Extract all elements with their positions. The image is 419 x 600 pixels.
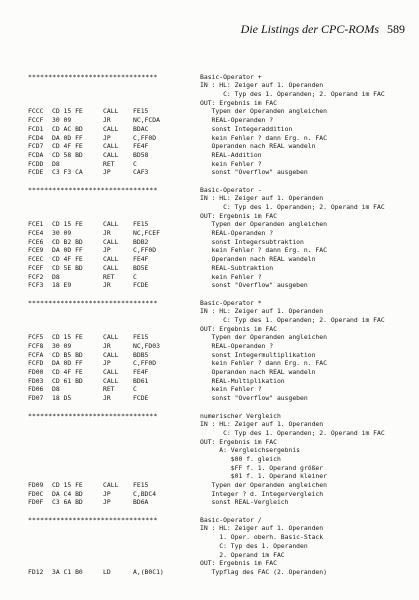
code-line: [28, 229, 412, 238]
mnemonic: JP: [103, 498, 111, 507]
opcode-bytes: DA 0D FF: [52, 133, 83, 142]
mnemonic: RET: [103, 272, 115, 281]
mnemonic: JP: [103, 168, 111, 177]
comment-line: [28, 455, 412, 464]
comment: OUT: Ergebnis im FAC: [200, 98, 277, 107]
separator-stars: ********************************: [28, 411, 158, 420]
mnemonic: RET: [103, 159, 115, 168]
opcode-bytes: CD B2 BD: [52, 237, 83, 246]
mnemonic: CALL: [103, 263, 119, 272]
comment: Typflag des FAC (2. Operanden): [200, 567, 327, 576]
mnemonic: JR: [103, 116, 111, 125]
mnemonic: CALL: [103, 237, 119, 246]
operand: NC,FCEF: [133, 229, 160, 238]
opcode-bytes: CD B5 BD: [52, 350, 83, 359]
code-line: [28, 394, 412, 403]
comment-line: [28, 307, 412, 316]
comment-line: [28, 551, 412, 560]
page-header: [241, 22, 405, 37]
comment: C: Typ des 1. Operanden: [200, 541, 308, 550]
comment: sonst Integeraddition: [200, 124, 293, 133]
address: FD00: [28, 368, 44, 377]
comment: sonst REAL-Vergleich: [200, 498, 289, 507]
opcode-bytes: 3A C1 B0: [52, 567, 83, 576]
comment: REAL-Addition: [200, 150, 262, 159]
address: FCDA: [28, 150, 44, 159]
comment: REAL-Operanden ?: [200, 342, 274, 350]
operand: C,BDC4: [133, 489, 157, 498]
opcode-bytes: CD 5E BD: [52, 263, 83, 272]
address: FCF8: [28, 342, 44, 350]
operand: FE4F: [133, 142, 149, 151]
opcode-bytes: CD 4F FE: [52, 368, 83, 377]
comment: 2. Operand im FAC: [200, 550, 285, 559]
comment: C: Typ des 1. Operanden; 2. Operand im FAC: [200, 315, 385, 324]
comment: Typen der Operanden angleichen: [200, 481, 327, 489]
mnemonic: CALL: [103, 150, 119, 159]
comment: C: Typ des 1. Operanden; 2. Operand im FAC: [200, 428, 385, 437]
address: FCE1: [28, 220, 44, 229]
mnemonic: JP: [103, 246, 111, 255]
comment: IN : HL: Zeiger auf 1. Operanden: [200, 81, 324, 90]
code-line: [28, 342, 412, 351]
comment-line: [28, 290, 412, 299]
comment: sonst Integersubtraktion: [200, 237, 304, 246]
address: FCEC: [28, 255, 44, 264]
comment: kein Fehler ?: [200, 272, 262, 281]
comment: Integer ? d. Integervergleich: [200, 489, 324, 498]
operand: FE15: [133, 481, 149, 489]
comment-line: [28, 420, 412, 429]
comment-line: [28, 438, 412, 447]
comment: kein Fehler ? dann Erg. n. FAC: [200, 359, 327, 368]
comment-line: [28, 99, 412, 108]
operand: NC,FD03: [133, 342, 160, 350]
mnemonic: CALL: [103, 481, 119, 489]
comment: OUT: Ergebnis im FAC: [200, 211, 277, 220]
opcode-bytes: 30 09: [52, 116, 72, 125]
comment-line: [28, 403, 412, 412]
code-line: [28, 273, 412, 282]
opcode-bytes: 30 09: [52, 342, 72, 350]
operand: BD5E: [133, 263, 149, 272]
opcode-bytes: CD 4F FE: [52, 142, 83, 151]
comment: sonst "Overflow" ausgeben: [200, 168, 308, 177]
opcode-bytes: CD 58 BD: [52, 150, 83, 159]
mnemonic: JR: [103, 342, 111, 350]
comment: C: Typ des 1. Operanden; 2. Operand im FAC: [200, 90, 385, 99]
code-line: [28, 151, 412, 160]
address: FCE6: [28, 237, 44, 246]
comment: Basic-Operator *: [200, 298, 262, 307]
operand: BD6A: [133, 498, 149, 507]
operand: A,(B0C1): [133, 567, 164, 576]
address: FD07: [28, 394, 44, 403]
mnemonic: CALL: [103, 333, 119, 342]
comment-line: [28, 203, 412, 212]
opcode-bytes: D8: [52, 159, 60, 168]
address: FCFD: [28, 359, 44, 368]
comment: Basic-Operator +: [200, 72, 262, 81]
comment: kein Fehler ? dann Erg. n. FAC: [200, 133, 327, 142]
comment: OUT: Ergebnis im FAC: [200, 324, 277, 333]
comment: IN : HL: Zeiger auf 1. Operanden: [200, 307, 324, 316]
code-line: [28, 281, 412, 290]
mnemonic: JP: [103, 489, 111, 498]
comment: sonst "Overflow" ausgeben: [200, 281, 308, 290]
operand: C,FF0D: [133, 133, 157, 142]
mnemonic: JP: [103, 133, 111, 142]
operand: FE4F: [133, 368, 149, 377]
section-header-line: [28, 73, 412, 82]
operand: FE15: [133, 333, 149, 342]
operand: C,FF0D: [133, 246, 157, 255]
comment: numerischer Vergleich: [200, 411, 281, 420]
mnemonic: CALL: [103, 376, 119, 385]
opcode-bytes: 18 D5: [52, 394, 72, 403]
comment: Typen der Operanden angleichen: [200, 220, 327, 229]
opcode-bytes: D8: [52, 385, 60, 394]
address: FCDD: [28, 159, 44, 168]
operand: FCDE: [133, 281, 149, 290]
comment: kein Fehler ? dann Erg. n. FAC: [200, 246, 327, 255]
code-line: [28, 359, 412, 368]
operand: FE4F: [133, 255, 149, 264]
mnemonic: CALL: [103, 107, 119, 116]
operand: FCDE: [133, 394, 149, 403]
address: FCD1: [28, 124, 44, 133]
opcode-bytes: 18 E9: [52, 281, 72, 290]
comment: Typen der Operanden angleichen: [200, 333, 327, 342]
opcode-bytes: CD 15 FE: [52, 220, 83, 229]
operand: BDB5: [133, 350, 149, 359]
address: FCF2: [28, 272, 44, 281]
comment: REAL-Multiplikation: [200, 376, 285, 385]
address: FCF3: [28, 281, 44, 290]
assembly-listing: [28, 64, 412, 577]
page-number: 589: [387, 22, 405, 36]
opcode-bytes: DA C4 BD: [52, 489, 83, 498]
comment: Basic-Operator -: [200, 185, 262, 194]
comment: kein Fehler ?: [200, 159, 262, 168]
comment-line: [28, 542, 412, 551]
separator-stars: ********************************: [28, 298, 158, 307]
comment: sonst Integermultiplikation: [200, 350, 316, 359]
code-line: [28, 168, 412, 177]
opcode-bytes: DA 0D FF: [52, 246, 83, 255]
operand: C: [133, 385, 137, 394]
code-line: [28, 134, 412, 143]
separator-stars: ********************************: [28, 515, 158, 524]
address: FD03: [28, 376, 44, 385]
comment-line: [28, 507, 412, 516]
section-header-line: [28, 186, 412, 195]
comment-line: [28, 559, 412, 568]
comment: Operanden nach REAL wandeln: [200, 142, 316, 151]
comment-line: [28, 464, 412, 473]
comment-line: [28, 64, 412, 73]
opcode-bytes: CD 4F FE: [52, 255, 83, 264]
address: FCDE: [28, 168, 44, 177]
comment-line: [28, 194, 412, 203]
address: FD06: [28, 385, 44, 394]
comment-line: [28, 472, 412, 481]
separator-stars: ********************************: [28, 185, 158, 194]
comment-line: [28, 177, 412, 186]
mnemonic: LD: [103, 567, 111, 576]
running-title: Die Listings der CPC-ROMs: [240, 22, 379, 36]
operand: CAF3: [133, 168, 149, 177]
comment: REAL-Operanden ?: [200, 229, 274, 238]
comment: $01 f. 1. Operand kleiner: [200, 472, 327, 481]
address: FCCC: [28, 107, 44, 116]
address: FCD7: [28, 142, 44, 151]
operand: FE15: [133, 220, 149, 229]
code-line: [28, 385, 412, 394]
comment-line: [28, 325, 412, 334]
address: FCCF: [28, 116, 44, 125]
code-line: [28, 255, 412, 264]
comment: IN : HL: Zeiger auf 1. Operanden: [200, 194, 324, 203]
address: FD0F: [28, 498, 44, 507]
operand: C,FF0D: [133, 359, 157, 368]
code-line: [28, 333, 412, 342]
comment: REAL-Subtraktion: [200, 263, 274, 272]
address: FCFA: [28, 350, 44, 359]
code-line: [28, 368, 412, 377]
code-line: [28, 264, 412, 273]
comment: 1. Oper. oberh. Basic-Stack: [200, 533, 324, 542]
comment: Basic-Operator /: [200, 515, 262, 524]
comment: REAL-Operanden ?: [200, 116, 274, 125]
section-header-line: [28, 412, 412, 421]
mnemonic: RET: [103, 385, 115, 394]
opcode-bytes: 30 09: [52, 229, 72, 238]
code-line: [28, 246, 412, 255]
comment: A: Vergleichsergebnis: [200, 446, 301, 455]
section-header-line: [28, 516, 412, 525]
address: FCEF: [28, 263, 44, 272]
address: FCD4: [28, 133, 44, 142]
mnemonic: CALL: [103, 124, 119, 133]
comment: OUT: Ergebnis im FAC: [200, 559, 277, 568]
mnemonic: JR: [103, 394, 111, 403]
comment-line: [28, 429, 412, 438]
operand: NC,FCDA: [133, 116, 160, 125]
opcode-bytes: DA 0D FF: [52, 359, 83, 368]
mnemonic: CALL: [103, 142, 119, 151]
mnemonic: CALL: [103, 255, 119, 264]
comment: IN : HL: Zeiger auf 1. Operanden: [200, 420, 324, 429]
opcode-bytes: CD 15 FE: [52, 333, 83, 342]
comment: OUT: Ergebnis im FAC: [200, 437, 277, 446]
opcode-bytes: CD 15 FE: [52, 107, 83, 116]
operand: BDB2: [133, 237, 149, 246]
address: FCE4: [28, 229, 44, 238]
address: FD12: [28, 567, 44, 576]
operand: BDAC: [133, 124, 149, 133]
mnemonic: JR: [103, 281, 111, 290]
comment-line: [28, 90, 412, 99]
opcode-bytes: C3 6A BD: [52, 498, 83, 507]
opcode-bytes: CD 15 FE: [52, 481, 83, 489]
comment-line: [28, 533, 412, 542]
comment-line: [28, 81, 412, 90]
comment-line: [28, 524, 412, 533]
code-line: [28, 125, 412, 134]
mnemonic: JP: [103, 359, 111, 368]
code-line: [28, 351, 412, 360]
code-line: [28, 142, 412, 151]
code-line: [28, 377, 412, 386]
opcode-bytes: C3 F3 CA: [52, 168, 83, 177]
code-line: [28, 238, 412, 247]
address: FCE9: [28, 246, 44, 255]
opcode-bytes: D8: [52, 272, 60, 281]
opcode-bytes: CD AC BD: [52, 124, 83, 133]
code-line: [28, 107, 412, 116]
address: FD09: [28, 481, 44, 489]
code-line: [28, 568, 412, 577]
mnemonic: CALL: [103, 368, 119, 377]
comment: $FF f. 1. Operand größer: [200, 463, 324, 472]
opcode-bytes: CD 61 BD: [52, 376, 83, 385]
comment: C: Typ des 1. Operanden; 2. Operand im FAC: [200, 203, 385, 211]
code-line: [28, 116, 412, 125]
operand: FE15: [133, 107, 149, 116]
comment: kein Fehler ?: [200, 385, 262, 394]
comment: Operanden nach REAL wandeln: [200, 255, 316, 264]
comment: IN : HL: Zeiger auf 1. Operanden: [200, 524, 324, 533]
comment: Typen der Operanden angleichen: [200, 107, 327, 116]
code-line: [28, 220, 412, 229]
operand: BD58: [133, 150, 149, 159]
comment: Operanden nach REAL wandeln: [200, 368, 316, 377]
comment: sonst "Overflow" ausgeben: [200, 394, 308, 403]
comment-line: [28, 212, 412, 221]
operand: C: [133, 272, 137, 281]
comment-line: [28, 316, 412, 325]
separator-stars: ********************************: [28, 72, 158, 81]
code-line: [28, 481, 412, 490]
address: FD0C: [28, 489, 44, 498]
mnemonic: CALL: [103, 220, 119, 229]
address: FCF5: [28, 333, 44, 342]
code-line: [28, 498, 412, 507]
comment-line: [28, 446, 412, 455]
code-line: [28, 160, 412, 169]
code-line: [28, 490, 412, 499]
operand: C: [133, 159, 137, 168]
mnemonic: JR: [103, 229, 111, 238]
mnemonic: CALL: [103, 350, 119, 359]
section-header-line: [28, 299, 412, 308]
comment: $00 f. gleich: [200, 454, 281, 463]
operand: BD61: [133, 376, 149, 385]
